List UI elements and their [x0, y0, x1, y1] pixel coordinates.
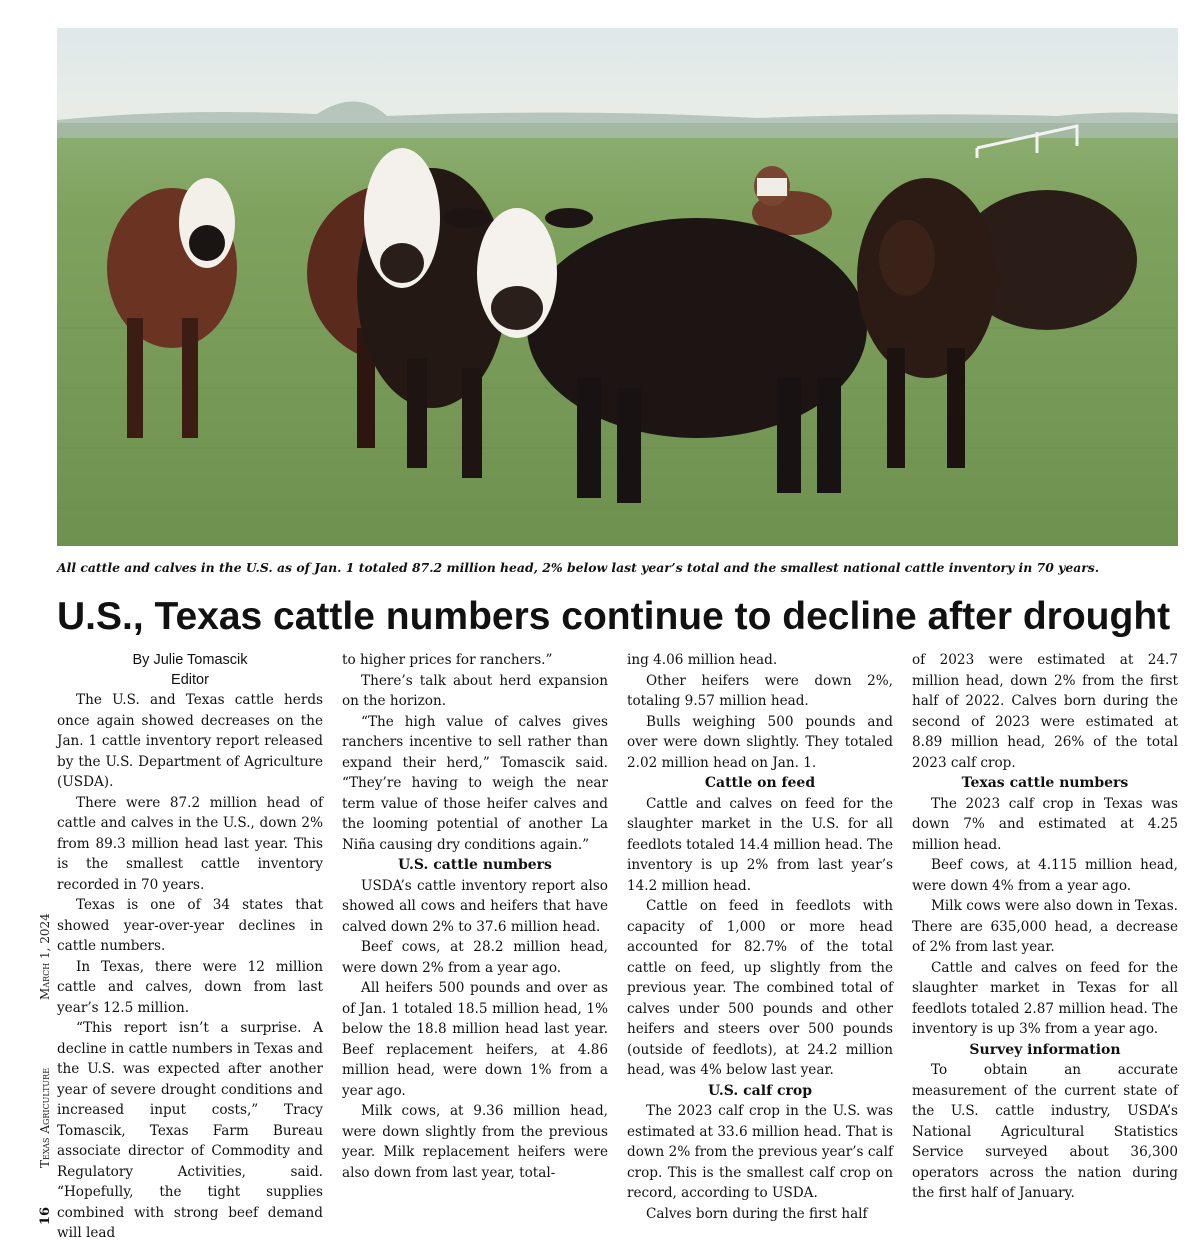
paragraph: Calves born during the first half — [646, 1205, 868, 1222]
page-sidebar — [38, 900, 56, 1230]
article-column-1 — [57, 650, 324, 1241]
section-heading-us-calf-crop: U.S. calf crop — [708, 1082, 812, 1099]
publication-name: Texas Agriculture — [38, 1067, 52, 1168]
paragraph: There’s talk about herd expansion on the horizon. — [342, 672, 608, 709]
paragraph: “This report isn’t a surprise. A decline in cattle numbers in Texas and the U.S. was expected after another year of severe drought conditions and increased input costs,” Tracy Tomascik, Texas Farm Bureau associate director of Commodity and Regulatory Activities, said. “Hopefully, the tight supplies combined with strong beef demand will lead — [57, 1020, 324, 1241]
paragraph: There were 87.2 million head of cattle and calves in the U.S., down 2% from 89.3 million head last year. This is the smallest cattle inventory recorded in 70 years. — [57, 794, 323, 893]
paragraph: Other heifers were down 2%, totaling 9.57 million head. — [627, 672, 893, 709]
article-column-4 — [912, 650, 1178, 1230]
byline-author: By Julie Tomascik — [132, 652, 248, 668]
paragraph: Bulls weighing 500 pounds and over were down slightly. They totaled 2.02 million head on Jan. 1. — [627, 713, 893, 771]
paragraph: USDA’s cattle inventory report also showed all cows and heifers that have calved down 2% to 37.6 million head. — [342, 877, 608, 935]
paragraph: Cattle and calves on feed for the slaughter market in Texas for all feedlots totaled 2.87 million head. The inventory is up 3% from a year ago. — [912, 959, 1178, 1037]
paragraph: All heifers 500 pounds and over as of Jan. 1 totaled 18.5 million head, 1% below the 18.8 million head last year. Beef replacement heifers, at 4.86 million head, were down 1% from a year ago. — [342, 980, 608, 1099]
section-heading-survey-information: Survey information — [969, 1041, 1121, 1058]
photo-caption: All cattle and calves in the U.S. as of Jan. 1 totaled 87.2 million head, 2% below last year’s total and the smallest national cattle inventory in 70 years. — [57, 560, 1100, 575]
paragraph: Milk cows were also down in Texas. There are 635,000 head, a decrease of 2% from last year. — [912, 898, 1178, 955]
paragraph: The U.S. and Texas cattle herds once again showed decreases on the Jan. 1 cattle inventory report released by the U.S. Department of Agriculture (USDA). — [57, 692, 323, 790]
section-heading-cattle-on-feed: Cattle on feed — [704, 775, 816, 791]
paragraph: “The high value of calves gives ranchers incentive to sell rather than expand their herd,” Tomascik said. “They’re having to weigh the near term value of those heifer calves and the looming potential of another La Niña causing dry conditions again.” — [342, 713, 608, 853]
cattle-photo — [57, 28, 1178, 546]
paragraph: Texas is one of 34 states that showed year-over-year declines in cattle numbers. — [57, 897, 323, 954]
paragraph-continued: to higher prices for ranchers.” — [342, 652, 553, 668]
paragraph: In Texas, there were 12 million cattle and calves, down from last year’s 12.5 million. — [57, 958, 323, 1016]
article-column-2 — [342, 650, 608, 1230]
paragraph: Beef cows, at 28.2 million head, were down 2% from a year ago. — [342, 939, 608, 976]
page-number: 16 — [38, 1207, 53, 1226]
section-heading-texas-cattle-numbers: Texas cattle numbers — [961, 775, 1129, 791]
paragraph: The 2023 calf crop in the U.S. was estimated at 33.6 million head. That is down 2% from the previous year’s calf crop. This is the smallest calf crop on record, according to USDA. — [627, 1103, 893, 1201]
paragraph: The 2023 calf crop in Texas was down 7% and estimated at 4.25 million head. — [912, 795, 1178, 853]
paragraph: To obtain an accurate measurement of the current state of the U.S. cattle industry, USDA’s National Agricultural Statistics Service surveyed about 36,300 operators across the nation during the first half of January. — [912, 1062, 1178, 1201]
paragraph-continued: of 2023 were estimated at 24.7 million head, down 2% from the first half of 2022. Calves born during the second of 2023 were estimated at 8.89 million head, 26% of the total 2023 calf crop. — [912, 652, 1178, 771]
cattle-herd-image — [57, 28, 1178, 546]
byline-role: Editor — [171, 672, 209, 688]
section-heading-us-cattle-numbers: U.S. cattle numbers — [398, 857, 552, 873]
issue-date: March 1, 2024 — [38, 913, 52, 1000]
paragraph: Beef cows, at 4.115 million head, were down 4% from a year ago. — [912, 857, 1178, 894]
article-column-3 — [627, 650, 893, 1230]
paragraph-continued: ing 4.06 million head. — [627, 652, 778, 668]
article-headline: U.S., Texas cattle numbers continue to decline after drought — [57, 595, 1171, 638]
paragraph: Cattle and calves on feed for the slaughter market in the U.S. for all feedlots totaled 14.4 million head. The inventory is up 2% from last year’s 14.2 million head. — [627, 795, 893, 894]
paragraph: Cattle on feed in feedlots with capacity of 1,000 or more head accounted for 82.7% of the total cattle on feed, up slightly from the previous year. The combined total of calves under 500 pounds and other heifers and steers over 500 pounds (outside of feedlots), at 24.2 million head, was 4% below last year. — [627, 898, 893, 1078]
paragraph: Milk cows, at 9.36 million head, were down slightly from the previous year. Milk replacement heifers were also down from last year, total- — [342, 1103, 608, 1181]
